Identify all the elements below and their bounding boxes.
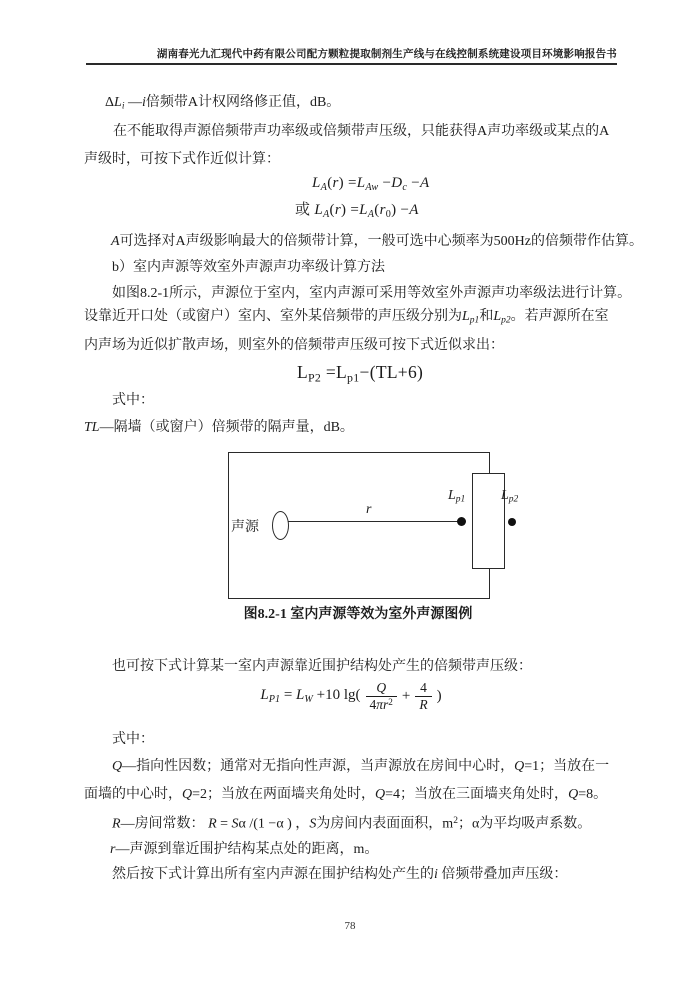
- paragraph-line: TL—隔墙（或窗户）倍频带的隔声量，dB。: [84, 420, 354, 435]
- formula-close-paren: ): [436, 687, 442, 704]
- paragraph-line: 设靠近开口处（或窗户）室内、室外某倍频带的声压级分别为$L_{p1}$和$L_{p2}$。若声源所在室: [84, 309, 609, 326]
- paragraph-line: R—房间常数： R = Sα /(1 −α ) ，S为房间内表面面积，$m^2$；α为平均吸声系数。: [112, 816, 592, 832]
- formula-fraction-q: [366, 680, 397, 712]
- paragraph-line: 面墙的中心时，Q=2；当放在两面墙夹角处时，Q=4；当放在三面墙夹角处时，Q=8。: [84, 787, 608, 802]
- figure-sound-source-ellipse: [272, 511, 289, 540]
- figure-measurement-point-lp1-dot: [457, 517, 466, 526]
- paragraph-line: 在不能取得声源倍频带声功率级或倍频带声压级，只能获得A声功率级或某点的A: [113, 124, 610, 139]
- fraction-denominator: R: [415, 696, 431, 713]
- paragraph-line: 内声场为近似扩散声场，则室外的倍频带声压级可按下式近似求出：: [84, 338, 504, 353]
- paragraph-line: Q—指向性因数；通常对无指向性声源，当声源放在房间中心时，Q=1；当放在一: [112, 759, 610, 774]
- figure-caption: 图8.2-1 室内声源等效为室外声源图例: [243, 607, 473, 622]
- paragraph-line: 声级时，可按下式作近似计算：: [84, 152, 280, 167]
- figure-distance-label: r: [366, 502, 372, 517]
- paragraph-line: r—声源到靠近围护结构某点处的距离，m。: [110, 842, 379, 857]
- formula-lp1: [85, 680, 617, 712]
- paragraph-line: 式中：: [112, 393, 154, 408]
- paragraph-line: A可选择对A声级影响最大的倍频带计算，一般可选中心频率为500Hz的倍频带作估算。: [111, 234, 643, 249]
- formula-lp1-lead: $L_{P1} = L_W +10$ lg(: [260, 687, 361, 705]
- fraction-denominator: $4\pi r^2$: [366, 696, 397, 713]
- figure-lp2-label: $L_{p2}$: [501, 488, 519, 505]
- paragraph-line: 也可按下式计算某一室内声源靠近围护结构处产生的倍频带声压级：: [112, 659, 532, 674]
- figure-lp1-label: $L_{p1}$: [448, 488, 466, 505]
- paragraph-line: 如图8.2-1所示，声源位于室内，室内声源可采用等效室外声源声功率级法进行计算。: [112, 286, 632, 301]
- figure-distance-line: [288, 521, 460, 522]
- paragraph-line: 式中：: [112, 732, 154, 747]
- figure-measurement-point-lp2-dot: [508, 518, 516, 526]
- formula-la-r: $L_A(r) =L_{Aw} -D_c -A$: [312, 175, 430, 193]
- formula-plus-sign: +: [401, 687, 411, 704]
- section-heading-b: b）室内声源等效室外声源声功率级计算方法: [112, 260, 385, 275]
- formula-lp2: $L_{P2} =L_{p1}-(TL+6)$: [297, 362, 424, 385]
- page-header-title: 湖南春光九汇现代中药有限公司配方颗粒提取制剂生产线与在线控制系统建设项目环境影响报告书: [156, 49, 617, 60]
- figure-source-label: 声源: [231, 520, 259, 535]
- header-rule: [86, 63, 617, 65]
- paragraph-line: 然后按下式计算出所有室内声源在围护结构处产生的i 倍频带叠加声压级：: [112, 867, 568, 882]
- figure-room-outline: [228, 452, 490, 599]
- paragraph-delta-li: $\Delta L_i$ —i倍频带A计权网络修正值，dB。: [105, 95, 341, 112]
- fraction-numerator: Q: [376, 680, 387, 695]
- fraction-numerator: 4: [420, 680, 427, 696]
- formula-fraction-4r: [415, 680, 431, 712]
- page-number: 78: [344, 920, 356, 932]
- formula-la-r-alt: 或 $L_A(r) =L_A(r_0) -A$: [295, 202, 419, 220]
